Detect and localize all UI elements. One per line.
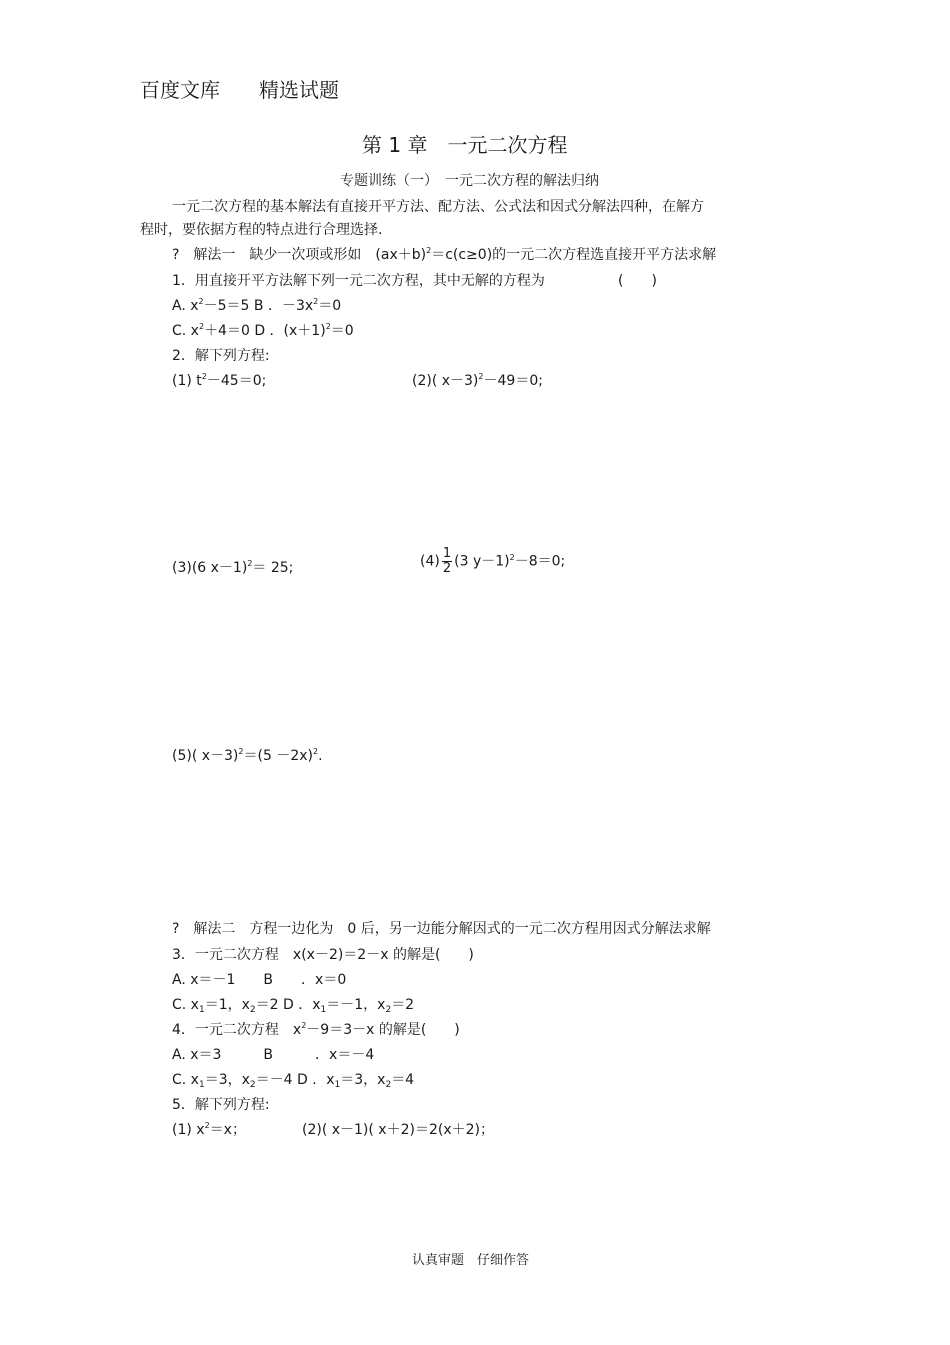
page-footer: 认真审题 仔细作答 bbox=[412, 1253, 530, 1268]
q5-p1-b: ＝x； bbox=[209, 1122, 246, 1138]
superscript: 2 bbox=[426, 246, 432, 255]
fraction-denominator: 2 bbox=[442, 561, 452, 576]
q2-p2-b: －49＝0; bbox=[483, 373, 543, 389]
method-1-tail: ＝c(c≥0)的一元二次方程选直接开平方法求解 bbox=[431, 247, 717, 263]
q2-p5-c: . bbox=[318, 748, 323, 764]
header-left: 百度文库 bbox=[140, 78, 220, 102]
q3-opt-d-b: ＝－1，x bbox=[326, 997, 386, 1013]
q2-stem: 2．解下列方程: bbox=[172, 348, 270, 364]
q3-opt-d: ＝2 D ．x bbox=[255, 997, 321, 1013]
subscript: 1 bbox=[334, 1080, 341, 1090]
q1-opt-d-end: ＝0 bbox=[330, 323, 354, 339]
intro-line-2: 程时，要依据方程的特点进行合理选择. bbox=[140, 222, 383, 238]
q1-opt-a: A. x bbox=[172, 298, 199, 314]
superscript: 2 bbox=[204, 1121, 210, 1130]
q1-stem: 1．用直接开平方法解下列一元二次方程，其中无解的方程为 bbox=[172, 273, 545, 289]
q4-opt-d-b: ＝3，x bbox=[340, 1072, 386, 1088]
q3-options-cd bbox=[172, 994, 414, 1014]
q3-options-ab: A. x＝－1 B ．x＝0 bbox=[172, 972, 347, 988]
q1-options-ab bbox=[172, 295, 341, 315]
q5-p1-a: (1) x bbox=[172, 1122, 205, 1138]
chapter-title: 第 1 章 一元二次方程 bbox=[362, 133, 568, 157]
q4-opt-c-b: ＝3，x bbox=[204, 1072, 250, 1088]
subscript: 2 bbox=[249, 1005, 256, 1015]
q4-options-ab: A. x＝3 B ．x＝－4 bbox=[172, 1047, 375, 1063]
q2-part-4 bbox=[420, 547, 565, 576]
q2-p5-b: ＝(5 －2x) bbox=[243, 748, 313, 764]
q1-opt-b: －5＝5 B ．－3x bbox=[203, 298, 314, 314]
superscript: 2 bbox=[325, 322, 331, 331]
q3-opt-c: C. x bbox=[172, 997, 199, 1013]
q5-part-2: (2)( x－1)( x＋2)＝2(x＋2)； bbox=[302, 1122, 494, 1138]
superscript: 2 bbox=[478, 372, 484, 381]
q2-part-2 bbox=[412, 370, 543, 390]
q2-p3-a: (3)(6 x－1) bbox=[172, 560, 248, 576]
fraction bbox=[442, 547, 452, 576]
subscript: 1 bbox=[320, 1005, 327, 1015]
q1-opt-b-end: ＝0 bbox=[318, 298, 342, 314]
q2-p2-a: (2)( x－3) bbox=[412, 373, 479, 389]
method-1-heading bbox=[172, 244, 716, 264]
header-right: 精选试题 bbox=[259, 78, 339, 102]
q2-p4-label: (4) bbox=[420, 553, 440, 570]
intro-line-1: 一元二次方程的基本解法有直接开平方法、配方法、公式法和因式分解法四种，在解方 bbox=[172, 199, 704, 215]
subscript: 2 bbox=[385, 1005, 392, 1015]
q3-opt-d-c: ＝2 bbox=[391, 997, 415, 1013]
subscript: 2 bbox=[385, 1080, 392, 1090]
subscript: 2 bbox=[249, 1080, 256, 1090]
q4-options-cd bbox=[172, 1069, 414, 1089]
q1-options-cd bbox=[172, 320, 354, 340]
superscript: 2 bbox=[247, 559, 253, 568]
fraction-numerator: 1 bbox=[442, 546, 452, 561]
q2-part-3 bbox=[172, 557, 293, 577]
q4-opt-d: ＝－4 D ．x bbox=[255, 1072, 335, 1088]
q1-opt-d: ＋4＝0 D ．(x＋1) bbox=[204, 323, 326, 339]
q2-p5-a: (5)( x－3) bbox=[172, 748, 239, 764]
superscript: 2 bbox=[238, 747, 244, 756]
superscript: 2 bbox=[201, 372, 207, 381]
superscript: 2 bbox=[313, 297, 319, 306]
q5-stem: 5．解下列方程: bbox=[172, 1097, 270, 1113]
method-1-head: ? 解法一 缺少一次项或形如 (ax＋b) bbox=[172, 247, 427, 263]
q2-part-1 bbox=[172, 370, 266, 390]
q2-p1-b: －45＝0; bbox=[206, 373, 267, 389]
q2-p4-a: (3 y－1) bbox=[454, 553, 510, 570]
q2-part-5 bbox=[172, 745, 323, 765]
subscript: 1 bbox=[198, 1005, 205, 1015]
section-title: 专题训练（一） 一元二次方程的解法归纳 bbox=[340, 173, 599, 189]
q1-opt-c: C. x bbox=[172, 323, 199, 339]
q1-answer-paren: ( ) bbox=[618, 273, 657, 289]
q4-stem bbox=[172, 1019, 460, 1039]
superscript: 2 bbox=[198, 297, 204, 306]
q2-p1-a: (1) t bbox=[172, 373, 202, 389]
method-2-heading: ? 解法二 方程一边化为 0 后，另一边能分解因式的一元二次方程用因式分解法求解 bbox=[172, 921, 711, 937]
q5-part-1 bbox=[172, 1119, 246, 1139]
q3-opt-c-b: ＝1，x bbox=[204, 997, 250, 1013]
q3-stem: 3．一元二次方程 x(x－2)＝2－x 的解是( ) bbox=[172, 947, 474, 963]
q4-stem-a: 4．一元二次方程 x bbox=[172, 1022, 302, 1038]
superscript: 2 bbox=[198, 322, 205, 331]
q2-p4-b: －8＝0; bbox=[514, 553, 566, 570]
superscript: 2 bbox=[509, 552, 515, 562]
q2-p3-b: ＝ 25; bbox=[252, 560, 294, 576]
superscript: 2 bbox=[301, 1021, 307, 1030]
q4-opt-d-c: ＝4 bbox=[391, 1072, 415, 1088]
q4-opt-c: C. x bbox=[172, 1072, 199, 1088]
superscript: 2 bbox=[312, 747, 319, 756]
q4-stem-b: －9＝3－x 的解是( ) bbox=[306, 1022, 460, 1038]
subscript: 1 bbox=[198, 1080, 205, 1090]
